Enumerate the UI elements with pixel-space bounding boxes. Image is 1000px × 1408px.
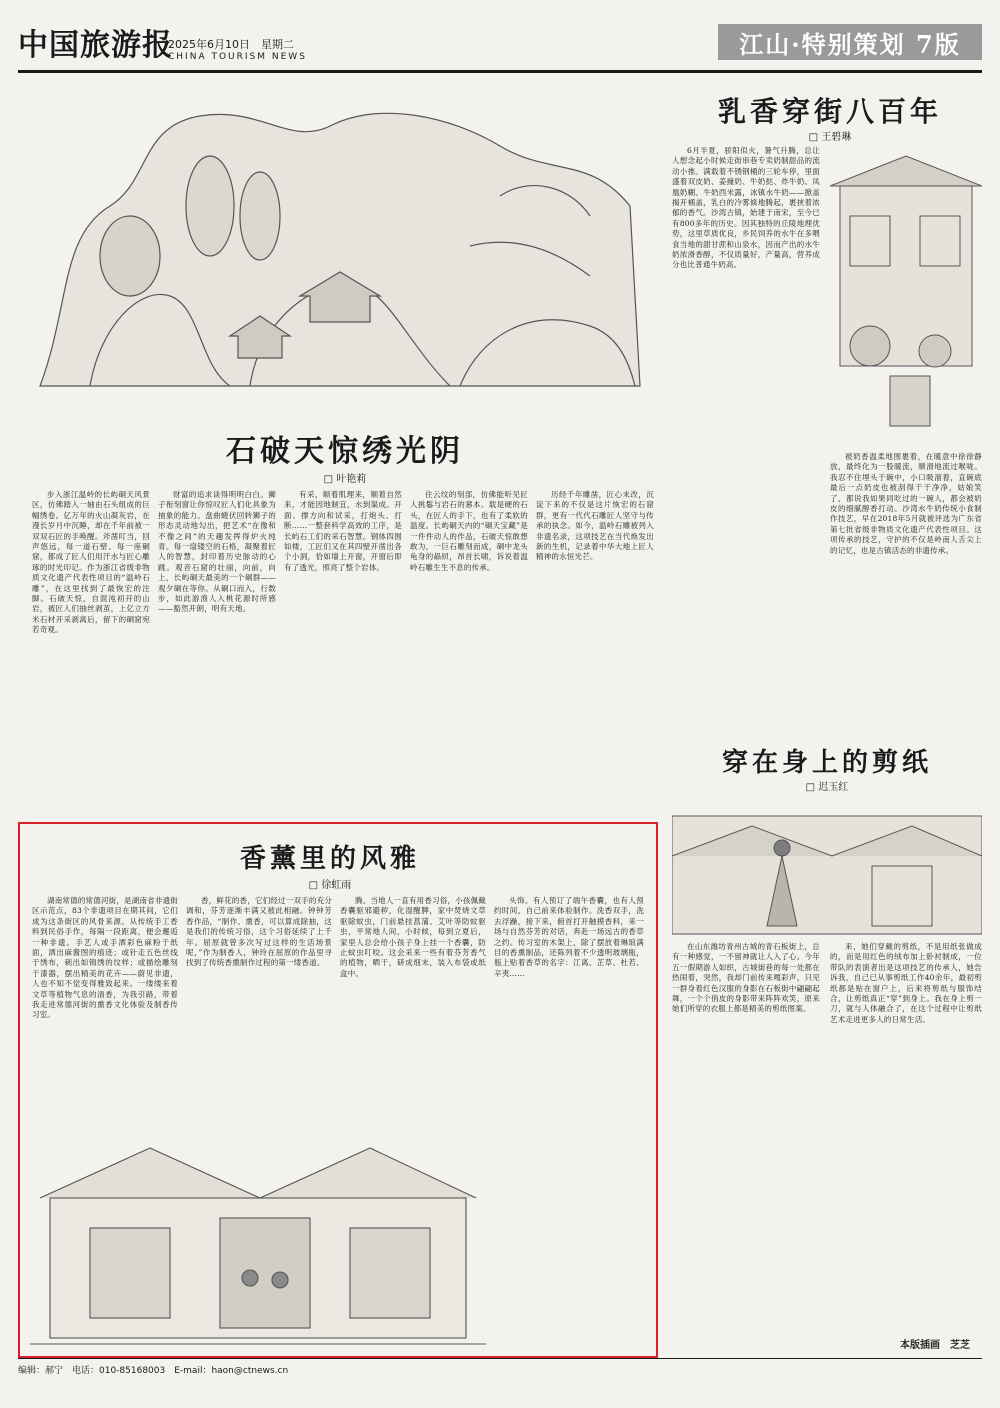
article-body-incense-col3: 腾。当地人一直有用香习俗，小孩佩戴香囊驱邪避秽，化湿醒脾，家中焚烧文草驱除蚊虫，门前悬挂菖蒲、艾叶等防蚊驱虫，平常地人间，小时候，每到立夏后，家里人总会给小孩子身上挂一个香囊，防止蚊虫叮咬。这会采来一些有着芬芳香气的植物，晒干，研成细末，装入布袋或纸盒中。 [340,896,486,978]
illustration-credit: 本版插画 芝芝 [900,1340,970,1351]
issue-date: 2025年6月10日 星期二 [168,38,294,51]
papercut-performer-illustration [672,796,982,936]
article-body-incense-col1: 湖南常德的常德河街，是湖南省非遗街区示范点，83个非遗项目在期其间，它们成为这条街区的风骨来源。从传统手工香料到民俗手作，每隔一段距离，便会邂逅一种非遗。手艺人或手洒彩色麻粉于纸面，洒出麻酱图的痕迹；或针走五色丝线于绣布，刺出如锦绣的纹样；或描绘雕刻于漆器，摆出精美的花卉——蔚见非遗，人也不知不觉变得雅致起来。一缕缕来着文草等植物气息的清香，为我引路，带着我走进常德河街的熏香文化体验及制香传习室。 [32,896,178,1020]
masthead [18,14,982,73]
article-title-incense: 香薰里的风雅 [239,844,420,874]
stone-carving-illustration [30,86,650,396]
article-body-papercut-col1: 在山东潍坊青州古城的青石板街上，总有一种感觉，一不留神就让人入了心。今年五一假期游人如织，古城街巷的每一处都在热闹着，突然，我却门前传来嘎彩声，只见一群身着红色汉服的身影在石板街中翩翩起舞，一个个俏皮的身影带来阵阵欢笑，原来她们所穿的衣服上都是精美的剪纸图案。 [672,942,820,1014]
incense-shop-illustration [30,1108,486,1346]
article-body-incense-col2: 香，鲜花的香，它们经过一双手的充分调和，芬芳逐渐丰满又被此相融。钟钟芳香作品，“制作、熏香，可以算成除抽，这是我们的传统习俗，这个习俗延续了上千年。屈原就曾多次写过这样的生活场景呢，”作为制香人，钟玲在屈原的作品里寻找到了传统香熏制作过程的第一缕香道。 [186,896,332,968]
article-body-papercut-col2: 来，她们穿戴的剪纸，不是用纸张做成的，而是用红色的绒布加上卧衬制成，一位带队的表演者出是这项技艺的传承人，她告诉我，自己已从事剪纸工作40余年，最初剪纸都是贴在窗户上，后来将剪纸与服饰结合，让剪纸真正“穿”到身上。我在身上剪一刀，就与人体融合了，在这个过程中让剪纸艺术走进更多人的日常生活。 [830,942,982,1024]
author-stone: □ 叶艳莉 [323,474,367,485]
article-body-stone-col4: 住云纹的刻部，仿佛能听见匠人挑鬈与岩石的窸本。载是硬的石头，在匠人的手下，也有了柔软的温度。长屿硐天内的“硐天宝藏”是一件件动人的作品，石破天惊敢想敢为，一巨石雕刻而成，硐中龙头龟身的赑屃，昂首长啸，诉说着温岭石雕生生不息的传承。 [410,490,528,572]
author-incense: □ 徐虹雨 [308,880,352,891]
article-title-papercut: 穿在身上的剪纸 [721,748,932,778]
article-title-stone: 石破天惊绣光阴 [226,434,464,469]
newspaper-logo: 中国旅游报 [18,28,173,63]
article-body-milk-col2: 被奶香温柔地围裹着，在暖意中徐徐静放，最终化为一股暖流，顺滑地流过喉咙。我忍不住埋头于碗中，小口吸溜着，直碗底最后一点奶皮也被刮得干干净净，姑娘笑了，都说我如果同吃过的一碗人，都会被奶皮的细腻醇香打动。沙湾水牛奶传统小食制作技艺，早在2018年5月就被评选为广东省第七批省级非物质文化遗产代表性项目。这项传承的技艺，守护的不仅是岭南人舌尖上的记忆，也是古镇活态的非遗传承。 [830,452,982,555]
article-title-milk: 乳香穿街八百年 [717,95,942,128]
article-body-stone-col2: 财富的追求谈得明明白白。狮子衔刻窗让你惊叹匠人们化具象为抽象的能力。盘曲蜷伏回转狮子的形态灵动地勾出，把艺术“在像和不像之间”的天趣发挥得炉火纯青。每一扇镂空的石格，凝聚着匠人的智慧，封印着历史脉动的心跳。观音石窟的壮丽，向前，向上，长屿硐天最美的一个硐群——观夕硐在等你。从硐口而入，行数步，如此游渔人入桃花源时所感——豁然开朗，明有天地。 [158,490,276,614]
article-body-stone-col1: 步入浙江温岭的长屿硐天风景区，仿佛踏入一轴由石头组成的巨幅绣卷。亿万年的火山凝灰岩，在漫长岁月中沉睡，却在千年前被一双双石匠的手唤醒。斧凿叮当，回声悠远，每一道石壁、每一座硐窟，都成了匠人们用汗水与匠心雕琢的时光印记。作为浙江省级非物质文化遗产代表性项目的“温岭石雕”，在这里找到了最恢宏的注脚。石破天惊，自混沌初开的山岩，被匠人们抽丝剥茧，上亿立方米石材开采剥离后，留下的硐窟宛若奇观。 [32,490,150,635]
article-body-stone-col3: 有采，顺着肌理来，顺着自然来，才能因地制宜，水到渠成。开面、撑方向和试采，打炮头、打断……一整套科学高效的工序，是长屿石工们的采石智慧。钢体四围如楼，工匠们又在其四壁开凿出各个小洞，恰如墙上开窗，开窗后即有了透光，照亮了整个岩体。 [284,490,402,572]
milk-shop-illustration [830,146,982,446]
page-footer: 编辑：郝宁 电话：010-85168003 E-mail：haon@ctnews.cn [18,1358,982,1376]
article-body-stone-col5: 历经千年雕凿，匠心未改，沉淀下来的不仅是这片恢宏的石窟群，更有一代代石雕匠人坚守与传承的执念。如今，温岭石雕被列入非遗名录，这项技艺在当代焕发出新的生机，记录着中华大地上匠人精神的永恒光芒。 [536,490,654,562]
article-body-milk-col1: 6月半夏，骄阳似火，暑气升腾，总让人想念起小时候走街串巷专卖奶制甜品的流动小推。满载着不锈钢桶的三轮车停，里面盛着双皮奶、姜撞奶、牛奶挞、炸牛奶、凤凰奶糊、牛奶西米露，冰镇水牛奶——掀盖揭开桶盖，乳白的冷雾倏地腾起，裹挟着浓郁的香气。沙湾古镇，始建于南宋，至今已有800多年的历史。因其独特的丘陵地理优势，这里草质优良，乡民饲养的水牛在多喂食当地的甜甘蔗和山泉水，因而产出的水牛奶浓滑香醇，不仅质量好，产量高，营养成分也比普通牛奶高。 [672,146,820,270]
english-name: CHINA TOURISM NEWS [168,52,307,62]
author-milk: □ 王碧琳 [808,132,852,143]
article-body-incense-col4: 头饰。有人预订了端午香囊，也有人预约时间，自己前来体验制作。洗香双手，洗去浮躁，接下来，俯首打开触摸香料，来一场与自然芬芳的对话，奔赴一场远古的香草之约。传习室的木架上，除了摆放着琳琅满目的香熏制品，还陈列着不少透明玻璃瓶，瓶上贴着香草的名字：江离、芷草、杜若、辛夷…… [494,896,644,978]
section-banner: 江山·特别策划 7版 [718,24,982,60]
author-papercut: □ 迟玉红 [805,782,849,793]
